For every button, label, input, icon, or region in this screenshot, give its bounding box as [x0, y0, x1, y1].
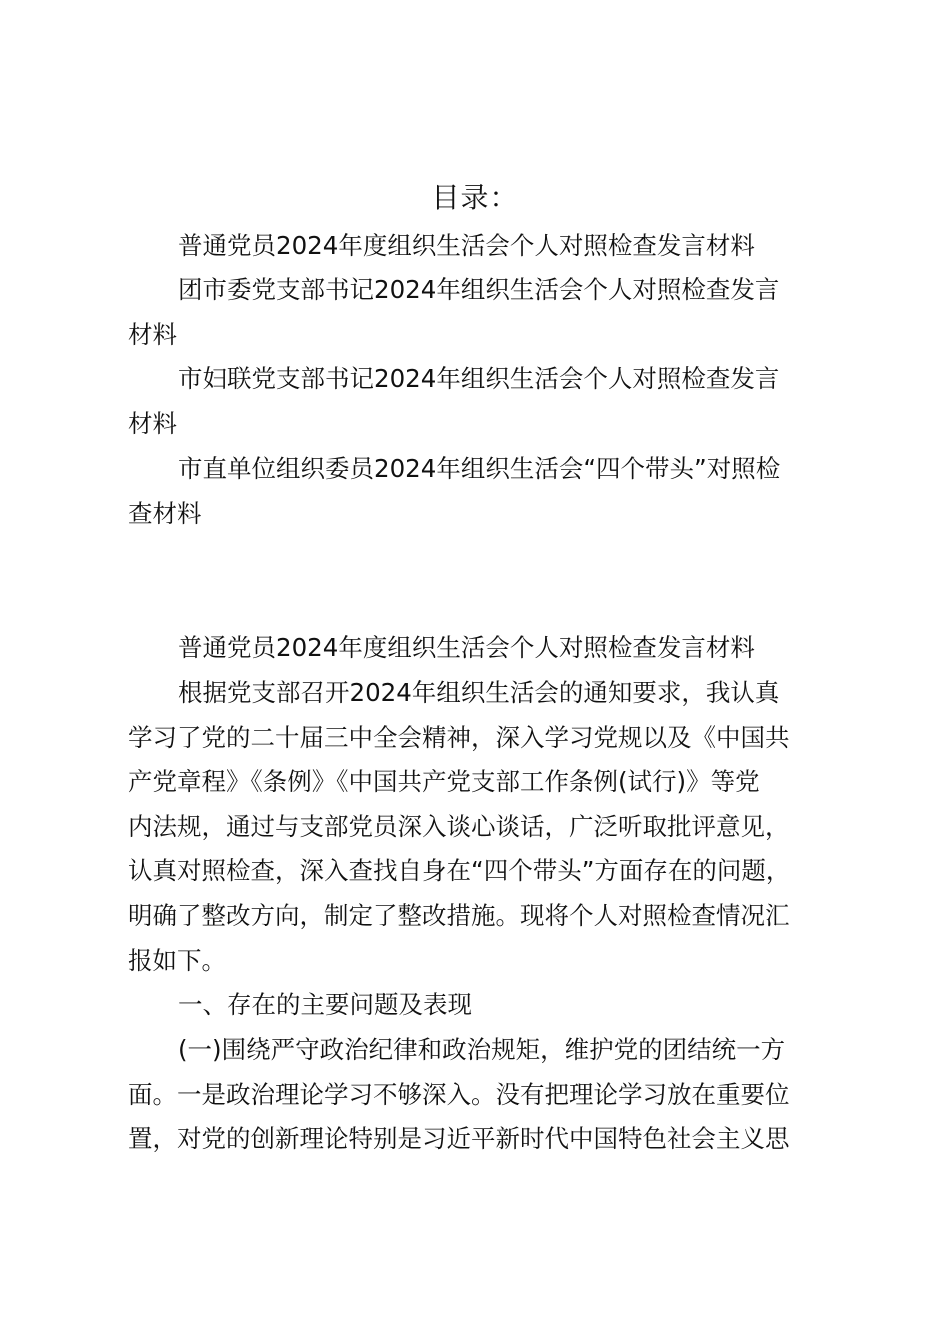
intro-paragraph [128, 671, 818, 983]
toc-entry-4-line-1: 市直单位组织委员2024年组织生活会“四个带头”对照检 [178, 454, 781, 483]
toc-entry-2 [128, 268, 818, 357]
article-title [128, 626, 818, 671]
section-1-line-3: 置，对党的创新理论特别是习近平新时代中国特色社会主义思 [128, 1124, 790, 1154]
toc-entry-1 [128, 224, 818, 269]
toc-title: 目录： [431, 181, 519, 214]
toc-entry-3 [128, 357, 818, 446]
section-1-paragraph [128, 1028, 818, 1162]
toc-entry-3-line-1: 市妇联党支部书记2024年组织生活会个人对照检查发言 [178, 364, 780, 393]
section-1-heading-text: 一、存在的主要问题及表现 [178, 990, 472, 1019]
intro-line-4: 内法规，通过与支部党员深入谈心谈话，广泛听取批评意见， [128, 811, 790, 841]
section-1-line-2: 面。一是政治理论学习不够深入。没有把理论学习放在重要位 [128, 1079, 790, 1109]
toc-entry-2-line-2: 材料 [128, 319, 177, 349]
article-title-text: 普通党员2024年度组织生活会个人对照检查发言材料 [178, 633, 755, 662]
toc-entry-4-line-2: 查材料 [128, 498, 202, 528]
intro-line-3: 产党章程》《条例》《中国共产党支部工作条例(试行)》等党 [128, 767, 760, 797]
intro-line-1: 根据党支部召开2024年组织生活会的通知要求，我认真 [178, 678, 780, 707]
toc-entry-3-line-2: 材料 [128, 408, 177, 438]
intro-line-5: 认真对照检查，深入查找自身在“四个带头”方面存在的问题， [128, 856, 791, 886]
intro-line-7: 报如下。 [128, 945, 226, 975]
toc-entry-1-line-1: 普通党员2024年度组织生活会个人对照检查发言材料 [178, 231, 755, 260]
toc-entry-4 [128, 447, 818, 536]
toc-entry-2-line-1: 团市委党支部书记2024年组织生活会个人对照检查发言 [178, 275, 780, 304]
intro-line-6: 明确了整改方向，制定了整改措施。现将个人对照检查情况汇 [128, 900, 790, 930]
intro-line-2: 学习了党的二十届三中全会精神，深入学习党规以及《中国共 [128, 722, 790, 752]
section-1-line-1: (一)围绕严守政治纪律和政治规矩，维护党的团结统一方 [178, 1035, 786, 1064]
section-1-heading [128, 983, 818, 1028]
